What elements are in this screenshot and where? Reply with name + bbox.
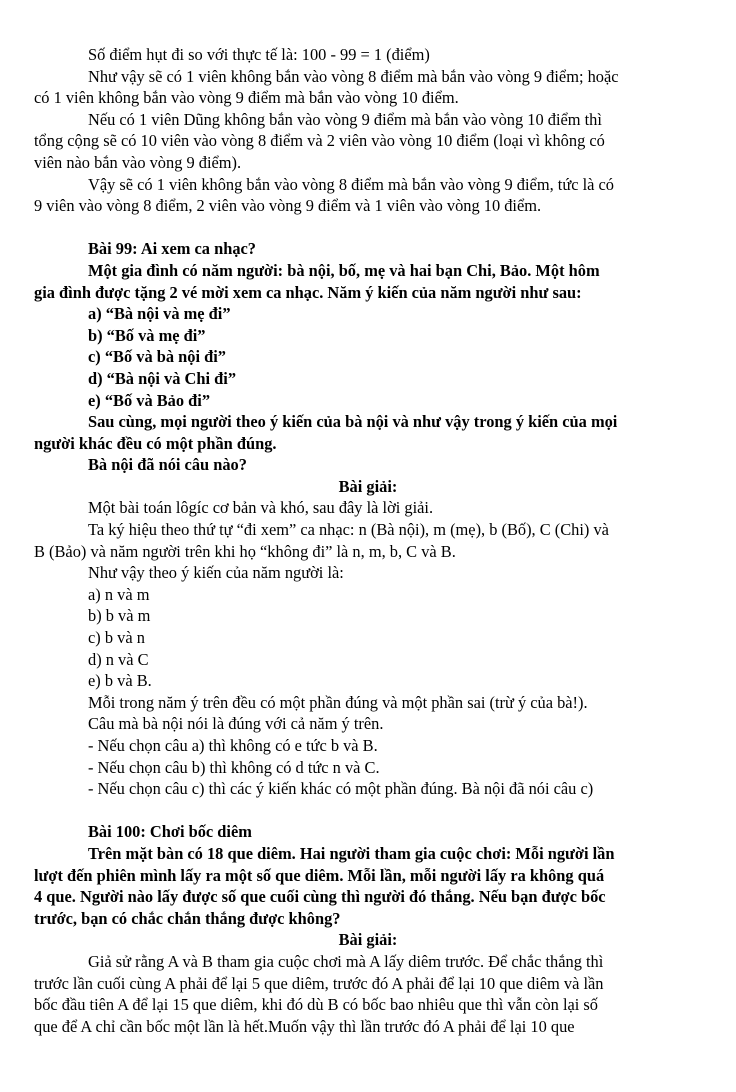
option-d: d) “Bà nội và Chi đi” (88, 368, 237, 388)
spacer (34, 800, 702, 822)
solution-line: - Nếu chọn câu a) thì không có e tức b và B. (88, 736, 378, 755)
problem-title: Bài 99: Ai xem ca nhạc? (88, 239, 256, 259)
text-line: tổng cộng sẽ có 10 viên vào vòng 8 điểm và 2 viên vào vòng 10 điểm (loại vì không có (34, 131, 605, 151)
solution-line: a) n và m (88, 584, 150, 604)
problem-line: 4 que. Người nào lấy được số que cuối cùng thì người đó thắng. Nếu bạn được bốc (34, 887, 606, 907)
solution-line: - Nếu chọn câu c) thì các ý kiến khác có một phần đúng. Bà nội đã nói câu c) (88, 779, 594, 799)
problem-line: gia đình được tặng 2 vé mời xem ca nhạc. Năm ý kiến của năm người như sau: (34, 282, 582, 302)
solution-title: Bài giải: (338, 930, 398, 950)
option-b: b) “Bố và mẹ đi” (88, 325, 206, 345)
solution-line: e) b và B. (88, 671, 152, 691)
option-e: e) “Bố và Bảo đi” (88, 390, 211, 410)
solution-line: c) b và n (88, 628, 145, 648)
text-line: Số điểm hụt đi so với thực tế là: 100 - 99 = 1 (điểm) (88, 45, 430, 64)
problem-title: Bài 100: Chơi bốc diêm (88, 822, 252, 842)
text-line: 9 viên vào vòng 8 điểm, 2 viên vào vòng 9 điểm và 1 viên vào vòng 10 điểm. (34, 196, 542, 216)
problem-99-section (34, 238, 702, 799)
solution-line: - Nếu chọn câu b) thì không có d tức n và C. (88, 757, 380, 777)
solution-line: bốc đầu tiên A để lại 15 que diêm, khi đó dù B có bốc bao nhiêu que thì vẫn còn lại số (34, 995, 598, 1015)
text-line: Vậy sẽ có 1 viên không bắn vào vòng 8 điểm mà bắn vào vòng 9 điểm, tức là có (88, 174, 614, 194)
intro-section (34, 44, 702, 217)
solution-line: B (Bảo) và năm người trên khi họ “không đi” là n, m, b, C và B. (34, 541, 456, 561)
solution-line: Như vậy theo ý kiến của năm người là: (88, 563, 344, 583)
option-a: a) “Bà nội và mẹ đi” (88, 304, 231, 324)
solution-line: b) b và m (88, 606, 151, 626)
solution-line: d) n và C (88, 649, 149, 669)
spacer (34, 217, 702, 239)
problem-line: trước, bạn có chắc chắn thắng được không? (34, 908, 341, 928)
solution-line: Ta ký hiệu theo thứ tự “đi xem” ca nhạc: n (Bà nội), m (mẹ), b (Bố), C (Chi) và (88, 520, 609, 540)
problem-100-section (34, 821, 702, 1037)
problem-line: Sau cùng, mọi người theo ý kiến của bà nội và như vậy trong ý kiến của mọi (88, 412, 618, 432)
solution-line: Mỗi trong năm ý trên đều có một phần đúng và một phần sai (trừ ý của bà!). (88, 692, 588, 712)
problem-line: Một gia đình có năm người: bà nội, bố, mẹ và hai bạn Chi, Bảo. Một hôm (88, 260, 600, 280)
text-line: viên nào bắn vào vòng 9 điểm). (34, 152, 242, 172)
problem-line: lượt đến phiên mình lấy ra một số que diêm. Mỗi lần, mỗi người lấy ra không quá (34, 865, 605, 885)
solution-line: que để A chỉ cần bốc một lần là hết.Muốn vậy thì lần trước đó A phải để lại 10 que (34, 1016, 575, 1036)
solution-line: Một bài toán lôgíc cơ bản và khó, sau đây là lời giải. (88, 498, 434, 518)
solution-line: Giả sử rằng A và B tham gia cuộc chơi mà A lấy diêm trước. Để chắc thắng thì (88, 951, 604, 971)
solution-line: Câu mà bà nội nói là đúng với cả năm ý trên. (88, 714, 384, 734)
solution-line: trước lần cuối cùng A phải để lại 5 que diêm, trước đó A phải để lại 10 que diêm và lần (34, 973, 604, 993)
option-c: c) “Bố và bà nội đi” (88, 347, 226, 367)
problem-line: người khác đều có một phần đúng. (34, 433, 277, 453)
text-line: Như vậy sẽ có 1 viên không bắn vào vòng 8 điểm mà bắn vào vòng 9 điểm; hoặc (88, 66, 619, 86)
text-line: Nếu có 1 viên Dũng không bắn vào vòng 9 điểm mà bắn vào vòng 10 điểm thì (88, 109, 602, 129)
solution-title: Bài giải: (338, 476, 398, 496)
problem-question: Bà nội đã nói câu nào? (88, 455, 247, 475)
text-line: có 1 viên không bắn vào vòng 9 điểm mà bắn vào vòng 10 điểm. (34, 88, 459, 108)
problem-line: Trên mặt bàn có 18 que diêm. Hai người tham gia cuộc chơi: Mỗi người lần (88, 843, 615, 863)
